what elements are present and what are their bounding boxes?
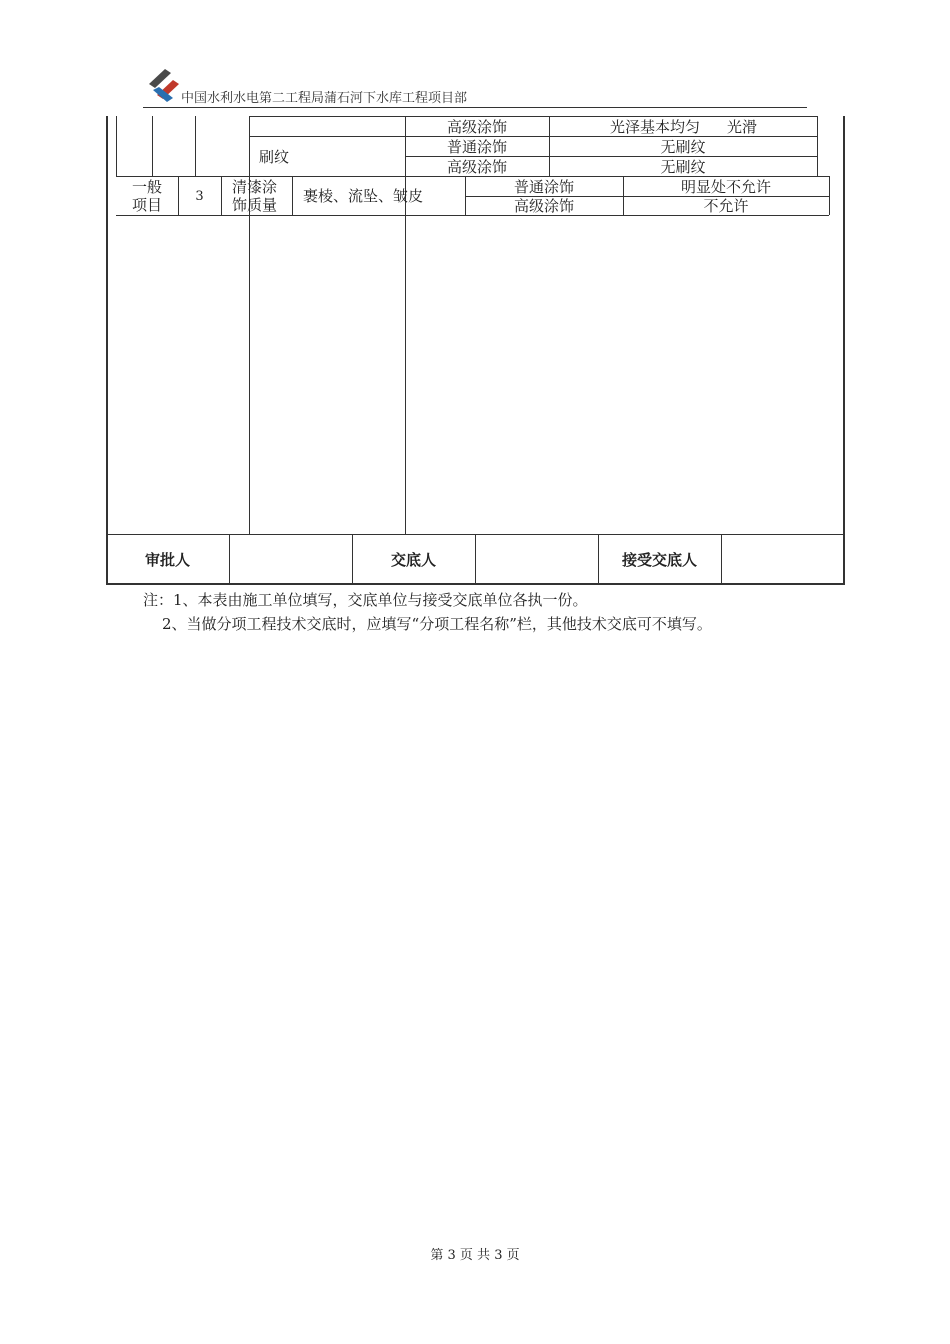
note-line-1: 注：1、本表由施工单位填写，交底单位与接受交底单位各执一份。 [143,591,588,609]
requirement-cell: 无刷纹 [660,138,706,156]
item-name-cell: 清漆涂 [232,178,278,196]
coating-type-cell: 高级涂饰 [513,197,574,215]
col-line [116,116,117,176]
check-item-cell: 裹棱、流坠、皱皮 [303,187,424,205]
row-line [405,156,817,157]
receiver-label: 接受交底人 [621,551,697,569]
discloser-label: 交底人 [390,551,436,569]
coating-type-cell: 普通涂饰 [513,178,574,196]
discloser-signature-field[interactable] [476,535,597,582]
col-line [292,176,293,215]
item-number-cell: 3 [195,189,204,204]
requirement-cell: 明显处不允许 [680,178,771,196]
org-name: 中国水利水电第二工程局蒲石河下水库工程项目部 [181,91,468,106]
col-line [817,116,818,176]
receiver-signature-field[interactable] [722,535,842,582]
requirement-cell: 光泽基本均匀 [610,118,701,136]
note-line-2: 2、当做分项工程技术交底时，应填写“分项工程名称”栏，其他技术交底可不填写。 [162,615,712,633]
row-line [249,136,817,137]
coating-type-cell: 高级涂饰 [446,158,507,176]
category-cell: 一般 [131,178,162,196]
col-line [405,116,406,534]
requirement-cell: 不允许 [703,197,749,215]
check-item-cell: 刷纹 [259,148,290,166]
category-cell: 项目 [131,196,162,214]
row-line [116,176,829,177]
header-rule [143,107,807,108]
col-line [829,176,830,215]
requirement-cell: 光滑 [727,118,758,136]
table-border-right [843,116,845,584]
row-line [249,116,817,117]
page-number: 第 3 页 共 3 页 [430,1248,520,1263]
approver-label: 审批人 [144,551,190,569]
requirement-cell: 无刷纹 [660,158,706,176]
approver-signature-field[interactable] [230,535,351,582]
col-line [152,116,153,176]
row-line [116,215,829,216]
coating-type-cell: 普通涂饰 [446,138,507,156]
item-name-cell: 饰质量 [232,196,278,214]
col-line [221,176,222,215]
coating-type-cell: 高级涂饰 [446,118,507,136]
col-line [195,116,196,176]
company-logo-icon [143,66,183,106]
table-border-left [106,116,108,584]
